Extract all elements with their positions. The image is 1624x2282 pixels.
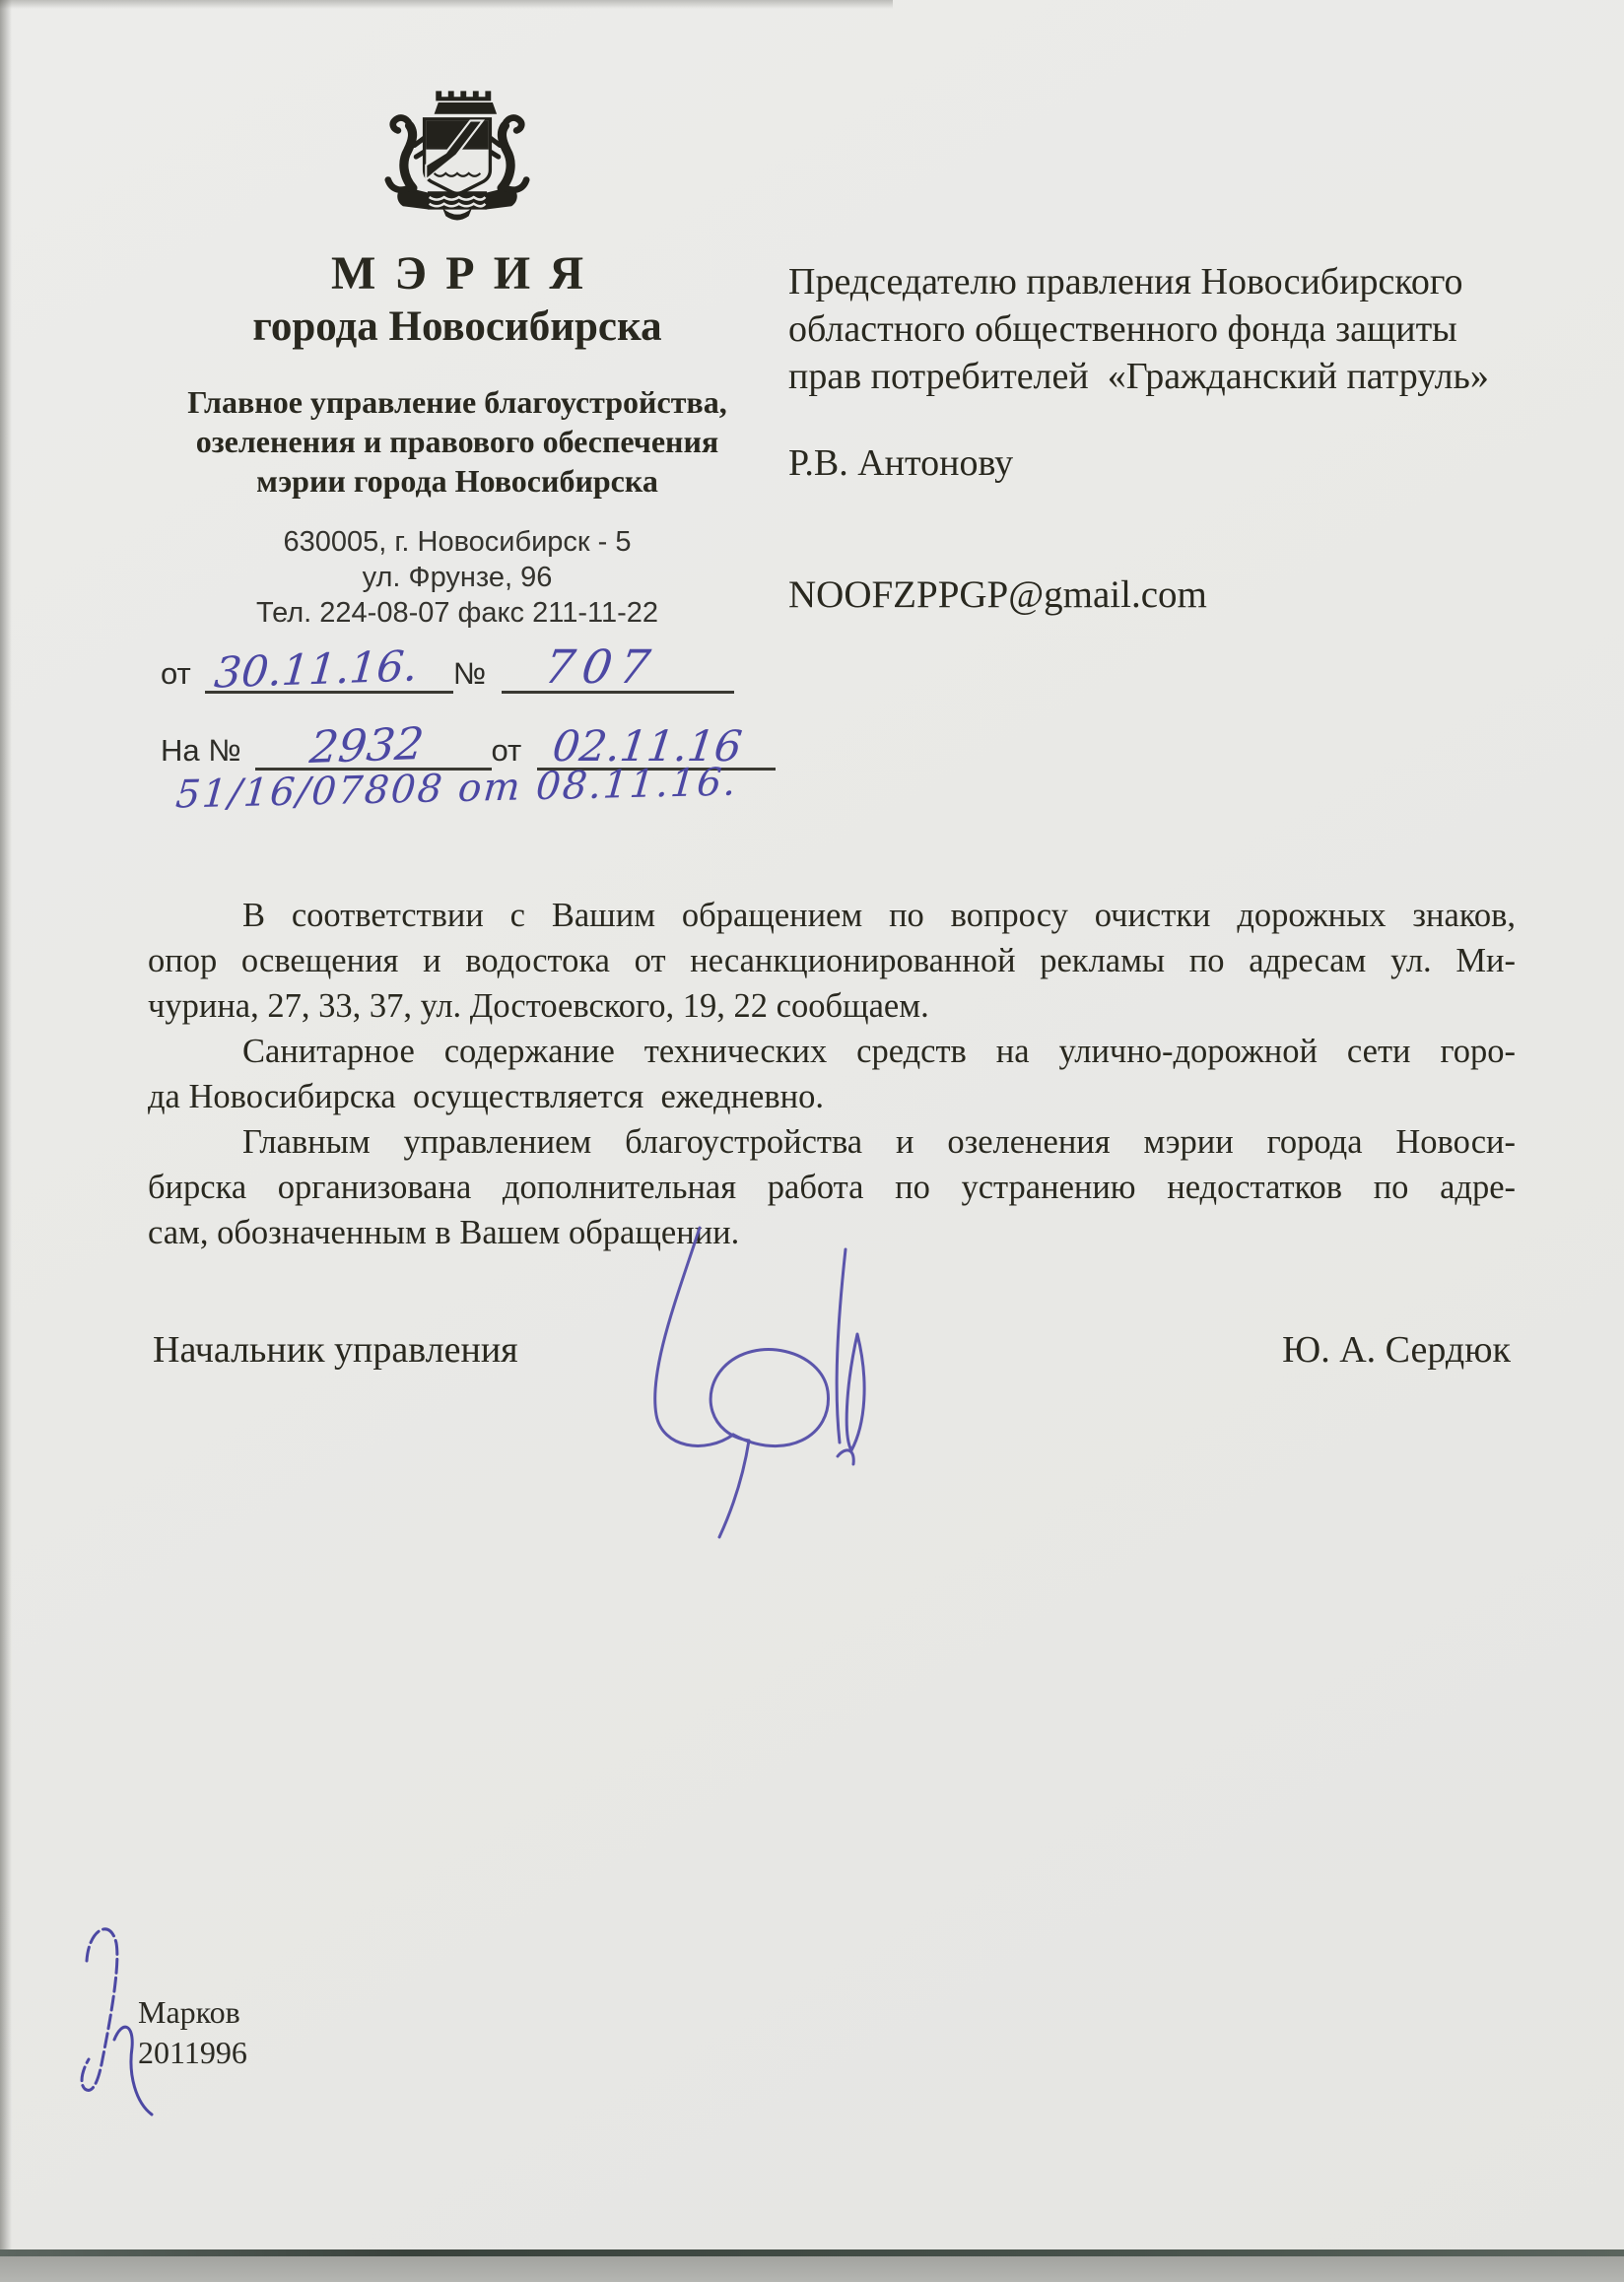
na-number-label: На № <box>161 733 241 768</box>
signer-name: Ю. А. Сердюк <box>1282 1329 1511 1371</box>
incoming-number-handwriting: 2932 <box>306 717 427 773</box>
address-line: 630005, г. Новосибирск - 5 <box>283 526 632 558</box>
ot-label: от <box>161 656 191 691</box>
signer-title: Начальник управления <box>153 1329 518 1371</box>
department-line: озеленения и правового обеспечения <box>195 424 719 459</box>
outgoing-reference-row <box>161 640 791 699</box>
outgoing-date-field <box>205 641 453 699</box>
reference-block <box>161 640 791 828</box>
department-line: Главное управление благоустройства, <box>187 384 727 420</box>
recipient-line: прав потребителей «Гражданский патруль» <box>788 356 1489 397</box>
scan-edge-bottom-line <box>0 2249 1624 2256</box>
address-block <box>126 524 788 631</box>
ot2-label: от <box>491 733 522 768</box>
outgoing-date-handwriting: 30.11.16. <box>212 641 420 699</box>
department-line: мэрии города Новосибирска <box>256 463 658 499</box>
body-line: сам, обозначенным в Вашем обращении. <box>148 1214 740 1251</box>
recipient-line: Председателю правления Новосибирского <box>788 261 1463 302</box>
body-line: Главным управлением благоустройства и озеленения мэрии города Новоси- <box>242 1123 1516 1161</box>
body-line: Санитарное содержание технических средств на улично-дорожной сети горо- <box>242 1033 1516 1070</box>
scan-edge-top <box>0 0 893 9</box>
outgoing-number-handwriting: 707 <box>540 640 662 695</box>
org-name-line1: МЭРИЯ <box>331 247 603 300</box>
signature-autograph-icon <box>544 1214 968 1544</box>
scan-edge-left <box>0 0 12 2282</box>
address-line: Тел. 224-08-07 факс 211-11-22 <box>255 597 659 629</box>
recipient-line: областного общественного фонда защиты <box>788 308 1457 350</box>
recipient-block <box>788 258 1567 619</box>
body-line: бирска организована дополнительная работа по устранению недостатков по адре- <box>148 1169 1516 1206</box>
body-line: да Новосибирска осуществляется ежедневно. <box>148 1078 824 1115</box>
incoming-date-handwriting: 02.11.16 <box>550 722 745 772</box>
registration-note-handwriting: 51/16/07808 от 08.11.16. <box>173 760 740 818</box>
number-label: № <box>452 656 487 691</box>
executor-name: Марков <box>138 1994 240 2030</box>
recipient-email: NOOFZPPGP@gmail.com <box>788 573 1207 616</box>
recipient-name: Р.В. Антонову <box>788 442 1014 484</box>
org-name-line2: города Новосибирска <box>252 303 662 350</box>
outgoing-number-field <box>502 640 734 695</box>
department-name <box>126 382 788 501</box>
executor-phone: 2011996 <box>138 2035 247 2070</box>
executor-block <box>138 1992 247 2073</box>
letterhead <box>126 83 788 631</box>
body-line: чурина, 27, 33, 37, ул. Достоевского, 19, 22 сообщаем. <box>148 987 929 1025</box>
body-line: В соответствии с Вашим обращением по вопросу очистки дорожных знаков, <box>242 897 1516 934</box>
letter-body <box>148 893 1516 1255</box>
scan-edge-bottom <box>0 2256 1624 2282</box>
novosibirsk-coat-of-arms-icon <box>366 83 549 233</box>
body-line: опор освещения и водостока от несанкционированной рекламы по адресам ул. Ми- <box>148 942 1516 979</box>
address-line: ул. Фрунзе, 96 <box>362 562 553 593</box>
